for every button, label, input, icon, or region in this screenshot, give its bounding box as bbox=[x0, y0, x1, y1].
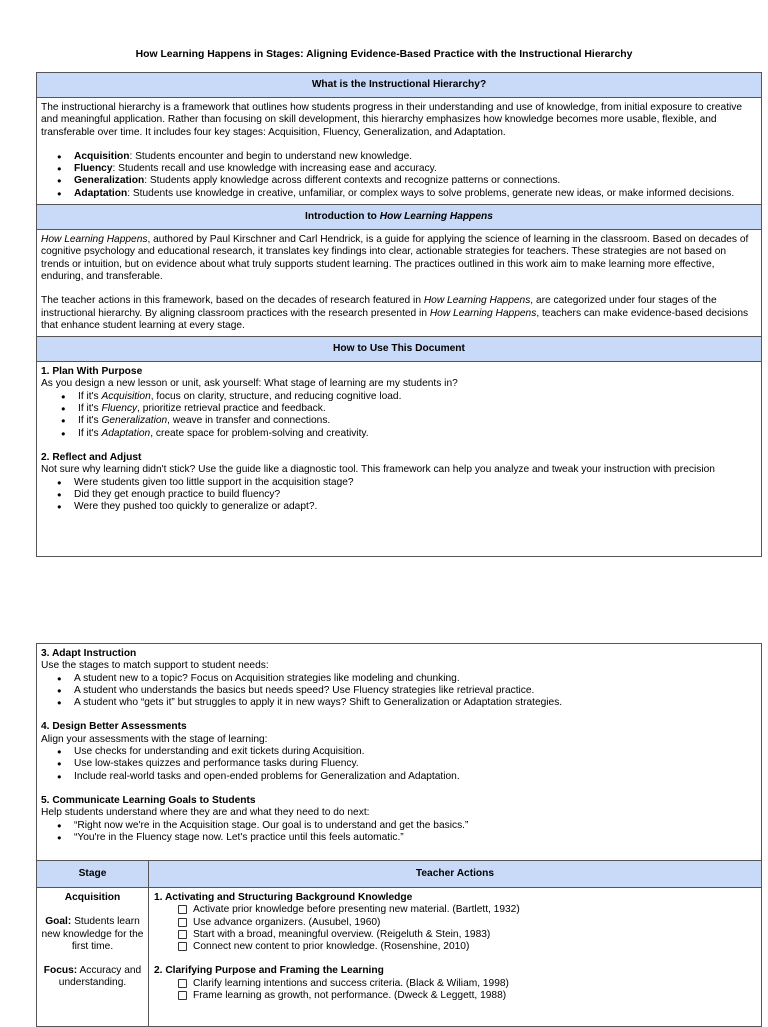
stages-list bbox=[41, 151, 757, 200]
list-item: ● If it's Acquisition, focus on clarity, structure, and reducing cognitive load. bbox=[78, 391, 757, 403]
adapt-list bbox=[41, 673, 757, 710]
subsection-text: Not sure why learning didn't stick? Use the guide like a diagnostic tool. This framework can help you analyze and tweak your instruction with precision bbox=[41, 464, 715, 476]
introduction-paragraph-2: The teacher actions in this framework, based on the decades of research featured in How Learning Happens, are categorized under four stages of the instructional hierarchy. By aligning classroom practices with the research presented in How Learning Happens, teachers can make evidence-based decisions that enhance student learning at every stage. bbox=[41, 295, 749, 331]
list-item: ● “Right now we're in the Acquisition stage. Our goal is to understand and get the basics.” bbox=[74, 820, 757, 832]
stage-cell-acquisition bbox=[37, 888, 149, 1027]
list-item: ● A student who “gets it” but struggles to apply it in new ways? Shift to Generalization or Adaptation strategies. bbox=[74, 697, 757, 709]
checkbox[interactable] bbox=[178, 918, 187, 927]
subsection-text: Use the stages to match support to student needs: bbox=[41, 660, 269, 672]
plan-list bbox=[41, 391, 757, 440]
checklist bbox=[154, 904, 756, 953]
checklist-item: Use advance organizers. (Ausubel, 1960) bbox=[178, 917, 756, 929]
list-item: ● If it's Generalization, weave in transfer and connections. bbox=[78, 415, 757, 427]
checkbox[interactable] bbox=[178, 942, 187, 951]
checkbox[interactable] bbox=[178, 991, 187, 1000]
instructional-hierarchy-body bbox=[37, 98, 761, 204]
list-item: ● If it's Fluency, prioritize retrieval practice and feedback. bbox=[78, 403, 757, 415]
list-item: ● Were students given too little support in the acquisition stage? bbox=[74, 477, 757, 489]
list-item: ● A student who understands the basics but needs speed? Use Fluency strategies like retrieval practice. bbox=[74, 685, 757, 697]
column-header-stage: Stage bbox=[37, 861, 149, 888]
list-item: ● Did they get enough practice to build fluency? bbox=[74, 489, 757, 501]
checklist-item: Connect new content to prior knowledge. (Rosenshine, 2010) bbox=[178, 941, 756, 953]
subsection-title: 3. Adapt Instruction bbox=[41, 648, 137, 659]
subsection-title: 2. Reflect and Adjust bbox=[41, 451, 142, 463]
list-item: ● “You're in the Fluency stage now. Let's practice until this feels automatic.” bbox=[74, 832, 757, 844]
list-item: ● Use checks for understanding and exit tickets during Acquisition. bbox=[74, 746, 757, 758]
column-header-teacher-actions: Teacher Actions bbox=[149, 861, 762, 888]
stage-goal: Goal: Students learn new knowledge for the first time. bbox=[41, 916, 144, 952]
section-heading-how-to-use: How to Use This Document bbox=[37, 336, 761, 362]
subsection-text: Align your assessments with the stage of learning: bbox=[41, 733, 268, 745]
table-row bbox=[37, 888, 762, 1027]
how-to-use-body bbox=[37, 362, 761, 517]
action-group-title: 2. Clarifying Purpose and Framing the Learning bbox=[154, 965, 384, 977]
stage-focus: Focus: Accuracy and understanding. bbox=[43, 965, 142, 989]
subsection-title: 5. Communicate Learning Goals to Students bbox=[41, 794, 256, 806]
continued-box bbox=[36, 643, 762, 1024]
teacher-actions-cell bbox=[149, 888, 762, 1027]
subsection-text: As you design a new lesson or unit, ask yourself: What stage of learning are my students in? bbox=[41, 378, 458, 390]
introduction-paragraph-1: How Learning Happens, authored by Paul Kirschner and Carl Hendrick, is a guide for applying the science of learning in the classroom. Based on decades of cognitive psychology and educational research, it translates key findings into clear, actionable strategies for teachers. These strategies are not based on trends or intuition, but on evidence about what truly supports student learning. The practices outlined in this work aim to make learning more effective, enduring, and transferable. bbox=[41, 234, 749, 282]
stage-name: Acquisition bbox=[64, 892, 121, 903]
stages-table bbox=[36, 860, 762, 1027]
instructional-hierarchy-intro: The instructional hierarchy is a framework that outlines how students progress in their understanding and use of knowledge, from initial exposure to creative and meaningful application. Rather than focusing on skill development, this hierarchy emphasizes how knowledge becomes more usable, flexible, and transferable over time. It includes four key stages: Acquisition, Fluency, Generalization, and Adaptation. bbox=[41, 102, 743, 138]
assess-list bbox=[41, 746, 757, 783]
list-item: ● Were they pushed too quickly to generalize or adapt?. bbox=[74, 501, 757, 513]
list-item: ● Include real-world tasks and open-ended problems for Generalization and Adaptation. bbox=[74, 771, 757, 783]
checklist-item: Clarify learning intentions and success criteria. (Black & Wiliam, 1998) bbox=[178, 978, 756, 990]
how-to-use-continued bbox=[37, 644, 761, 848]
list-item: ● Use low-stakes quizzes and performance tasks during Fluency. bbox=[74, 758, 757, 770]
checkbox[interactable] bbox=[178, 979, 187, 988]
list-item: ● Fluency: Students recall and use knowledge with increasing ease and accuracy. bbox=[74, 163, 757, 175]
overview-box bbox=[36, 72, 762, 557]
introduction-body bbox=[37, 230, 761, 336]
document-title: How Learning Happens in Stages: Aligning Evidence-Based Practice with the Instructional Hierarchy bbox=[135, 49, 633, 60]
checklist bbox=[154, 978, 756, 1003]
checklist-item: Frame learning as growth, not performance. (Dweck & Leggett, 1988) bbox=[178, 990, 756, 1002]
list-item: ● Adaptation: Students use knowledge in creative, unfamiliar, or complex ways to solve problems, generate new ideas, or make informed decisions. bbox=[74, 188, 757, 200]
table-header-row bbox=[37, 861, 762, 888]
checkbox[interactable] bbox=[178, 905, 187, 914]
list-item: ● Acquisition: Students encounter and begin to understand new knowledge. bbox=[74, 151, 757, 163]
list-item: ● If it's Adaptation, create space for problem-solving and creativity. bbox=[78, 428, 757, 440]
subsection-title: 1. Plan With Purpose bbox=[41, 366, 143, 378]
checklist-item: Activate prior knowledge before presenting new material. (Bartlett, 1932) bbox=[178, 904, 756, 916]
subsection-title: 4. Design Better Assessments bbox=[41, 721, 187, 733]
action-group-title: 1. Activating and Structuring Background Knowledge bbox=[154, 892, 413, 903]
list-item: ● Generalization: Students apply knowledge across different contexts and recognize patterns or connections. bbox=[74, 175, 757, 187]
section-heading-introduction: Introduction to How Learning Happens bbox=[37, 204, 761, 230]
section-heading-instructional-hierarchy: What is the Instructional Hierarchy? bbox=[37, 73, 761, 98]
subsection-text: Help students understand where they are and what they need to do next: bbox=[41, 807, 370, 819]
checklist-item: Start with a broad, meaningful overview. (Reigeluth & Stein, 1983) bbox=[178, 929, 756, 941]
reflect-list bbox=[41, 477, 757, 514]
list-item: ● A student new to a topic? Focus on Acquisition strategies like modeling and chunking. bbox=[74, 673, 757, 685]
checkbox[interactable] bbox=[178, 930, 187, 939]
communicate-list bbox=[41, 820, 757, 845]
